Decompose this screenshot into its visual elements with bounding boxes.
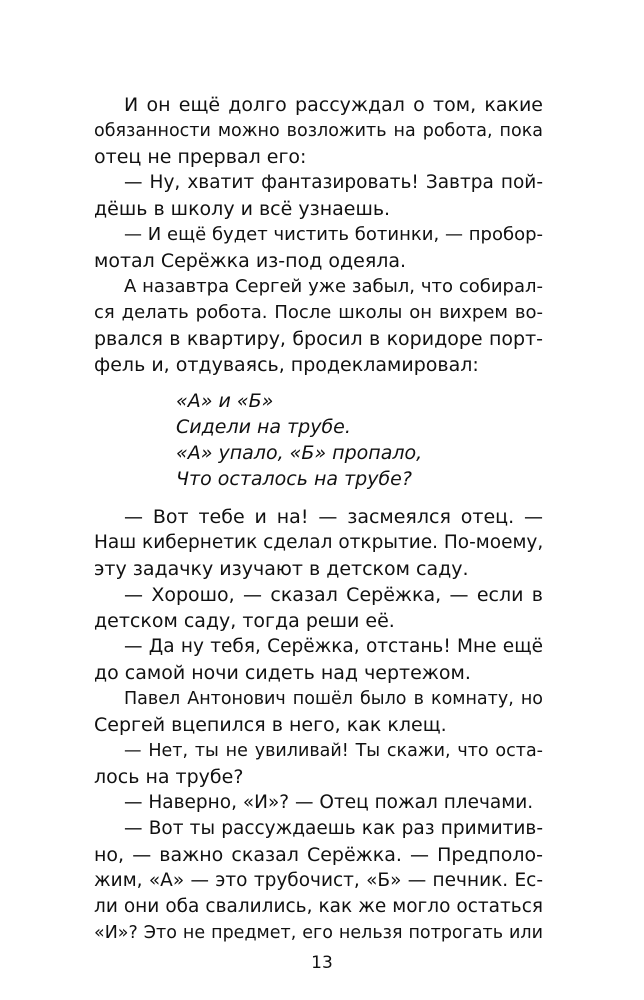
text-line: Сергей вцепился в него, как клещ. (94, 714, 447, 736)
text-line: фель и, отдуваясь, продекламировал: (94, 354, 479, 376)
text-line: мотал Серёжка из-под одеяла. (94, 250, 407, 272)
text-line: — И ещё будет чистить ботинки, — пробор- (124, 224, 543, 245)
text-line: Наш кибернетик сделал открытие. По-моему, (94, 532, 544, 553)
text-line: но, — важно сказал Серёжка. — Предполо- (94, 844, 543, 866)
text-line: рвался в квартиру, бросил в коридоре порт- (94, 328, 543, 350)
text-line: ли они оба свалились, как же могло остаться (94, 896, 543, 917)
text-line: лось на трубе? (94, 766, 244, 788)
text-line: — Хорошо, — сказал Серёжка, — если в (124, 584, 543, 606)
text-line: — Да ну тебя, Серёжка, отстань! Мне ещё (124, 636, 543, 657)
text-line: жим, «А» — это трубочист, «Б» — печник. Ес- (94, 870, 543, 891)
verse-line: Что осталось на трубе? (176, 468, 412, 490)
verse-line: «А» и «Б» (176, 390, 274, 412)
verse-line: «А» упало, «Б» пропало, (176, 442, 423, 464)
page-number: 13 (311, 953, 333, 973)
text-line: И он ещё долго рассуждал о том, какие (124, 94, 543, 116)
text-line: обязанности можно возложить на робота, пока (94, 121, 543, 141)
text-line: — Нет, ты не увиливай! Ты скажи, что оста- (124, 741, 543, 761)
text-line: — Наверно, «И»? — Отец пожал плечами. (124, 792, 534, 813)
text-line: «И»? Это не предмет, его нельзя потрогать или (94, 923, 543, 943)
text-line: до самой ночи сидеть над чертежом. (94, 662, 471, 684)
text-line: эту задачку изучают в детском саду. (94, 558, 469, 580)
verse-line: Сидели на трубе. (176, 416, 351, 438)
text-line: — Ну, хватит фантазировать! Завтра пой- (124, 172, 543, 193)
text-line: Павел Антонович пошёл было в комнату, но (124, 689, 543, 709)
text-line: дёшь в школу и всё узнаешь. (94, 198, 391, 220)
text-line: отец не прервал его: (94, 146, 307, 168)
text-line: — Вот тебе и на! — засмеялся отец. — (124, 506, 543, 528)
text-line: А назавтра Сергей уже забыл, что собирал- (124, 276, 543, 297)
text-line: — Вот ты рассуждаешь как раз примитив- (124, 818, 543, 839)
text-line: ся делать робота. После школы он вихрем во- (94, 302, 543, 323)
text-line: детском саду, тогда реши её. (94, 610, 395, 632)
